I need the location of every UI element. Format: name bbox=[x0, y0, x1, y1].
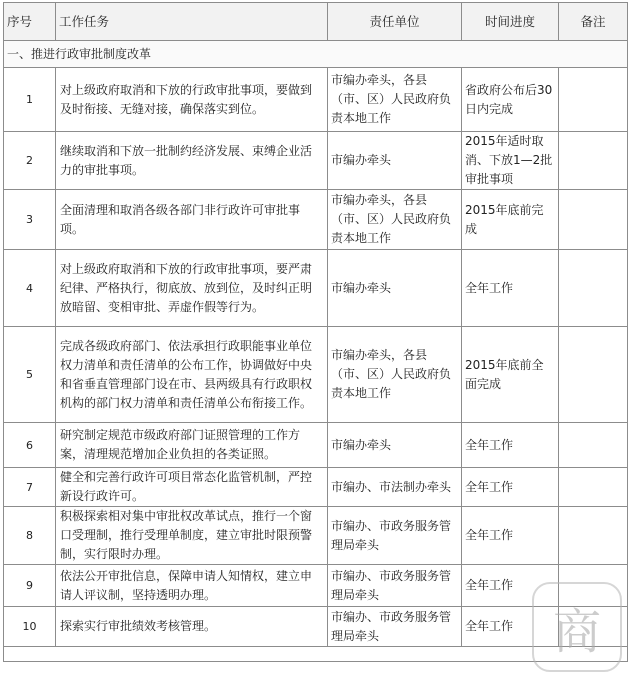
watermark-logo bbox=[532, 582, 622, 672]
table-row bbox=[4, 250, 628, 327]
row-seq: 3 bbox=[4, 190, 56, 250]
header-unit: 责任单位 bbox=[328, 3, 462, 41]
row-unit: 市编办牵头，各县（市、区）人民政府负责本地工作 bbox=[328, 190, 462, 250]
row-task: 健全和完善行政许可项目常态化监管机制，严控新设行政许可。 bbox=[56, 468, 328, 507]
row-unit: 市编办、市法制办牵头 bbox=[328, 468, 462, 507]
row-unit: 市编办牵头 bbox=[328, 250, 462, 327]
section-title: 一、推进行政审批制度改革 bbox=[4, 41, 628, 68]
row-schedule: 全年工作 bbox=[462, 468, 559, 507]
task-table bbox=[3, 2, 628, 662]
row-seq: 8 bbox=[4, 507, 56, 565]
row-task: 对上级政府取消和下放的行政审批事项，要做到及时衔接、无缝对接，确保落实到位。 bbox=[56, 68, 328, 132]
row-schedule: 2015年适时取消、下放1—2批审批事项 bbox=[462, 132, 559, 190]
row-note bbox=[559, 423, 628, 468]
row-note bbox=[559, 468, 628, 507]
row-seq: 4 bbox=[4, 250, 56, 327]
header-task: 工作任务 bbox=[56, 3, 328, 41]
row-task: 全面清理和取消各级各部门非行政许可审批事项。 bbox=[56, 190, 328, 250]
row-seq: 10 bbox=[4, 607, 56, 647]
row-note bbox=[559, 327, 628, 423]
row-unit: 市编办、市政务服务管理局牵头 bbox=[328, 565, 462, 607]
table-row bbox=[4, 423, 628, 468]
watermark-glyph: 商 bbox=[552, 603, 601, 660]
table-row bbox=[4, 468, 628, 507]
row-note bbox=[559, 68, 628, 132]
row-seq: 1 bbox=[4, 68, 56, 132]
row-seq: 5 bbox=[4, 327, 56, 423]
row-task: 研究制定规范市级政府部门证照管理的工作方案，清理规范增加企业负担的各类证照。 bbox=[56, 423, 328, 468]
row-note bbox=[559, 507, 628, 565]
row-task: 积极探索相对集中审批权改革试点，推行一个窗口受理制，推行受理单制度，建立审批时限预警制，实行限时办理。 bbox=[56, 507, 328, 565]
row-unit: 市编办、市政务服务管理局牵头 bbox=[328, 507, 462, 565]
row-task: 完成各级政府部门、依法承担行政职能事业单位权力清单和责任清单的公布工作，协调做好中央和省垂直管理部门设在市、县两级具有行政职权机构的部门权力清单和责任清单公布衔接工作。 bbox=[56, 327, 328, 423]
table-row bbox=[4, 327, 628, 423]
header-note: 备注 bbox=[559, 3, 628, 41]
row-task: 继续取消和下放一批制约经济发展、束缚企业活力的审批事项。 bbox=[56, 132, 328, 190]
table-row bbox=[4, 132, 628, 190]
row-unit: 市编办、市政务服务管理局牵头 bbox=[328, 607, 462, 647]
row-schedule: 省政府公布后30日内完成 bbox=[462, 68, 559, 132]
row-note bbox=[559, 132, 628, 190]
row-seq: 9 bbox=[4, 565, 56, 607]
row-note bbox=[559, 190, 628, 250]
row-schedule: 全年工作 bbox=[462, 565, 559, 607]
table-row bbox=[4, 507, 628, 565]
row-unit: 市编办牵头 bbox=[328, 132, 462, 190]
row-seq: 2 bbox=[4, 132, 56, 190]
row-task: 对上级政府取消和下放的行政审批事项，要严肃纪律、严格执行，彻底放、放到位，及时纠正明放暗留、变相审批、弄虚作假等行为。 bbox=[56, 250, 328, 327]
table-row bbox=[4, 190, 628, 250]
row-schedule: 2015年底前全面完成 bbox=[462, 327, 559, 423]
section-row bbox=[4, 41, 628, 68]
table-header-row bbox=[4, 3, 628, 41]
row-unit: 市编办牵头，各县（市、区）人民政府负责本地工作 bbox=[328, 327, 462, 423]
row-schedule: 全年工作 bbox=[462, 507, 559, 565]
row-schedule: 全年工作 bbox=[462, 423, 559, 468]
row-schedule: 全年工作 bbox=[462, 607, 559, 647]
row-unit: 市编办牵头，各县（市、区）人民政府负责本地工作 bbox=[328, 68, 462, 132]
row-schedule: 全年工作 bbox=[462, 250, 559, 327]
row-seq: 7 bbox=[4, 468, 56, 507]
header-schedule: 时间进度 bbox=[462, 3, 559, 41]
row-schedule: 2015年底前完成 bbox=[462, 190, 559, 250]
row-unit: 市编办牵头 bbox=[328, 423, 462, 468]
row-task: 探索实行审批绩效考核管理。 bbox=[56, 607, 328, 647]
table-row bbox=[4, 68, 628, 132]
row-task: 依法公开审批信息，保障申请人知情权，建立申请人评议制，坚持透明办理。 bbox=[56, 565, 328, 607]
row-note bbox=[559, 250, 628, 327]
row-seq: 6 bbox=[4, 423, 56, 468]
header-seq: 序号 bbox=[4, 3, 56, 41]
